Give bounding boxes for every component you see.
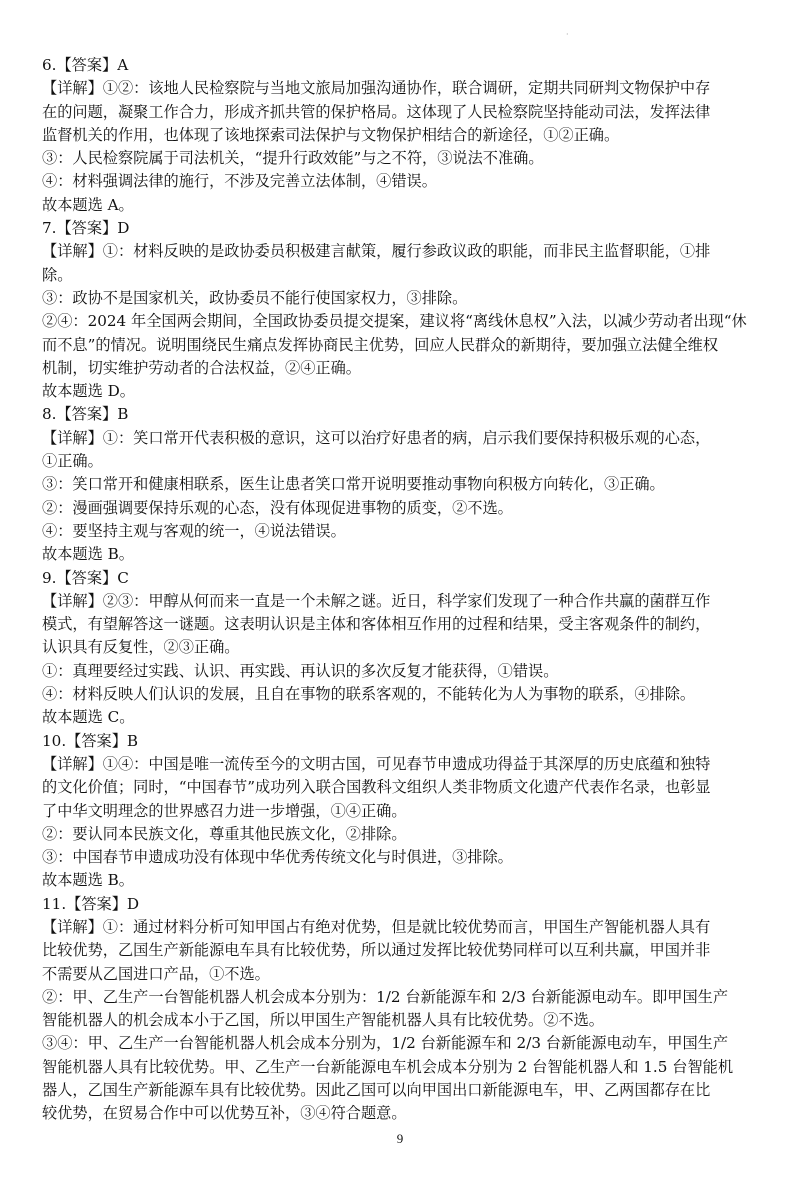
text-line: ①正确。 (42, 452, 103, 471)
text-line: 故本题选 C。 (42, 708, 135, 727)
text-line: 故本题选 A。 (42, 195, 134, 214)
page-number: 9 (396, 1131, 404, 1146)
text-line: 【详解】②③：甲醇从何而来一直是一个未解之谜。近日，科学家们发现了一种合作共赢的菌群互作 (42, 591, 711, 610)
text-line: 的文化价值；同时，“中国春节”成功列入联合国教科文组织人类非物质文化遗产代表作名录，也彰显 (42, 778, 711, 797)
text-line: 故本题选 B。 (42, 871, 134, 890)
text-line: ③：人民检察院属于司法机关，“提升行政效能”与之不符，③说法不准确。 (42, 149, 544, 168)
text-line: 机制，切实维护劳动者的合法权益，②④正确。 (42, 358, 361, 377)
text-line: 认识具有反复性，②③正确。 (42, 638, 240, 657)
text-line: 7.【答案】D (42, 219, 130, 238)
text-line: 11.【答案】D (42, 894, 140, 913)
text-line: 故本题选 D。 (42, 382, 135, 401)
answer-explanations (42, 54, 762, 1126)
text-line: 【详解】①：笑口常开代表积极的意识，这可以治疗好患者的病，启示我们要保持积极乐观的心态， (42, 428, 711, 447)
text-line: 9.【答案】C (42, 568, 129, 587)
text-line: 比较优势，乙国生产新能源电车具有比较优势，所以通过发挥比较优势同样可以互利共赢，甲国并非 (42, 941, 711, 960)
text-line: 监督机关的作用，也体现了该地探索司法保护与文物保护相结合的新途径，①②正确。 (42, 125, 620, 144)
text-line: ①：真理要经过实践、认识、再实践、再认识的多次反复才能获得，①错误。 (42, 661, 559, 680)
text-line: ③：中国春节申遗成功没有体现中华优秀传统文化与时俱进，③排除。 (42, 848, 513, 867)
text-line: ④：材料强调法律的施行，不涉及完善立法体制，④错误。 (42, 172, 437, 191)
text-line: ④：要坚持主观与客观的统一，④说法错误。 (42, 521, 346, 540)
corner-mark: · (566, 30, 569, 39)
text-line: ③④：甲、乙生产一台智能机器人机会成本分别为，1/2 台新能源车和 2/3 台新能源电动车，甲国生产 (42, 1034, 729, 1053)
text-line: 模式，有望解答这一谜题。这表明认识是主体和客体相互作用的过程和结果，受主客观条件的制约， (42, 615, 711, 634)
text-line: 器人，乙国生产新能源车具有比较优势。因此乙国可以向甲国出口新能源电车，甲、乙两国都存在比 (42, 1081, 711, 1100)
text-line: 【详解】①：通过材料分析可知甲国占有绝对优势，但是就比较优势而言，甲国生产智能机器人具有 (42, 917, 711, 936)
text-line: ②④：2024 年全国两会期间，全国政协委员提交提案，建议将“离线休息权”入法，以减少劳动者出现“休 (42, 312, 747, 331)
text-line: 【详解】①：材料反映的是政协委员积极建言献策，履行参政议政的职能，而非民主监督职能，①排 (42, 242, 711, 261)
text-line: 了中华文明理念的世界感召力进一步增强，①④正确。 (42, 801, 407, 820)
text-line: 而不息”的情况。说明围绕民生痛点发挥协商民主优势，回应人民群众的新期待，要加强立法健全维权 (42, 335, 719, 354)
text-line: ③：笑口常开和健康相联系，医生让患者笑口常开说明要推动事物向积极方向转化，③正确。 (42, 475, 665, 494)
text-line: 不需要从乙国进口产品，①不选。 (42, 964, 270, 983)
text-line: ③：政协不是国家机关，政协委员不能行使国家权力，③排除。 (42, 288, 468, 307)
text-line: ②：甲、乙生产一台智能机器人机会成本分别为：1/2 台新能源车和 2/3 台新能源电动车。即甲国生产 (42, 987, 729, 1006)
text-line: 除。 (42, 265, 73, 284)
text-line: 智能机器人的机会成本小于乙国，所以甲国生产智能机器人具有比较优势。②不选。 (42, 1011, 604, 1030)
text-line: 【详解】①②：该地人民检察院与当地文旅局加强沟通协作，联合调研，定期共同研判文物保护中存 (42, 79, 711, 98)
text-line: 较优势，在贸易合作中可以优势互补，③④符合题意。 (42, 1104, 407, 1123)
text-line: ④：材料反映人们认识的发展，且自在事物的联系客观的，不能转化为人为事物的联系，④排除。 (42, 685, 696, 704)
text-line: ②：要认同本民族文化，尊重其他民族文化，②排除。 (42, 824, 407, 843)
text-line: 【详解】①④：中国是唯一流传至今的文明古国，可见春节申遗成功得益于其深厚的历史底蕴和独特 (42, 754, 711, 773)
text-line: 故本题选 B。 (42, 545, 134, 564)
text-line: 8.【答案】B (42, 405, 129, 424)
text-line: ②：漫画强调要保持乐观的心态，没有体现促进事物的质变，②不选。 (42, 498, 513, 517)
text-line: 10.【答案】B (42, 731, 139, 750)
text-line: 6.【答案】A (42, 56, 129, 74)
text-line: 在的问题，凝聚工作合力，形成齐抓共管的保护格局。这体现了人民检察院坚持能动司法，发挥法律 (42, 102, 711, 121)
text-line: 智能机器人具有比较优势。甲、乙生产一台新能源电车机会成本分别为 2 台智能机器人和 1.5 台智能机 (42, 1057, 734, 1076)
